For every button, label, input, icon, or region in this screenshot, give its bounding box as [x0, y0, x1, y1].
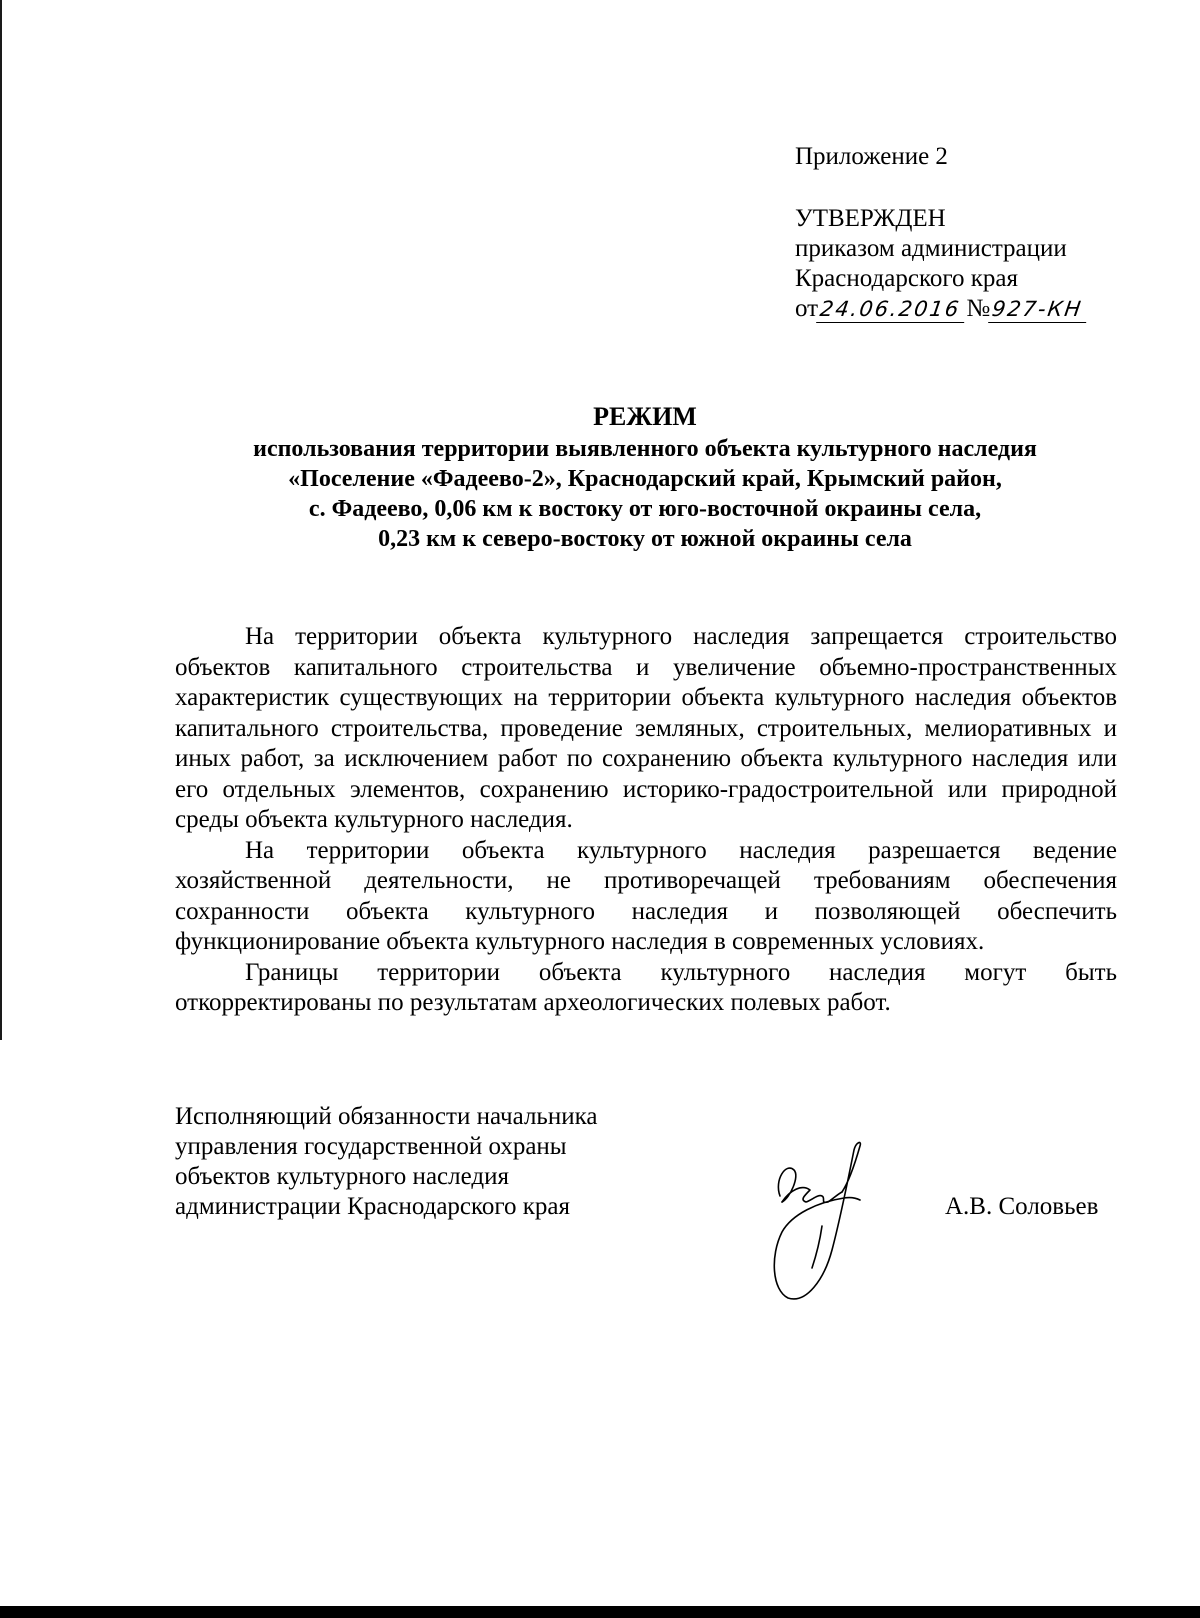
- order-date-number: [795, 294, 1175, 324]
- heading-line: 0,23 км к северо-востоку от южной окраины села: [378, 526, 912, 552]
- signer-name: А.В. Соловьев: [945, 1193, 1099, 1220]
- handwritten-signature-icon: [760, 1140, 900, 1300]
- appendix-label: Приложение 2: [795, 143, 948, 170]
- heading-line: с. Фадеево, 0,06 км к востоку от юго-восточной окраины села,: [308, 496, 982, 522]
- signer-position-line: объектов культурного наследия: [175, 1163, 509, 1190]
- signer-position-line: Исполняющий обязанности начальника: [175, 1103, 598, 1130]
- handwritten-date: 24.06.2016: [816, 296, 968, 323]
- handwritten-number: 927-КН: [988, 296, 1090, 323]
- document-title: РЕЖИМ: [593, 402, 697, 431]
- signer-position-line: администрации Краснодарского края: [175, 1193, 571, 1220]
- heading-line: «Поселение «Фадеево-2», Краснодарский край, Крымский район,: [288, 466, 1002, 492]
- body-paragraph: На территории объекта культурного наследия разрешается ведение хозяйственной деятельности, не противоречащей требованиям обеспечения сохранности объекта культурного наследия и позволяющей обеспечить функционирование объекта культурного наследия в современных условиях.: [175, 836, 1117, 955]
- body-paragraph: На территории объекта культурного наследия запрещается строительство объектов капитального строительства и увеличение объемно-пространственных характеристик существующих на территории объекта культурного наследия объектов капитального строительства, проведение земляных, строительных, мелиоративных и иных работ, за исключением работ по сохранению объекта культурного наследия или его отдельных элементов, сохранению историко-градостроительной или природной среды объекта культурного наследия.: [175, 623, 1117, 833]
- number-sign: №: [966, 295, 991, 322]
- signer-position-line: управления государственной охраны: [175, 1133, 567, 1160]
- date-prefix: от: [795, 295, 819, 322]
- signer-position: [175, 1102, 695, 1222]
- scan-edge-bottom: [0, 1606, 1200, 1618]
- heading-line: использования территории выявленного объекта культурного наследия: [253, 436, 1037, 462]
- approved-label: УТВЕРЖДЕН: [795, 205, 946, 232]
- approved-by-order: приказом администрации: [795, 235, 1067, 262]
- document-body: [175, 622, 1117, 1019]
- approving-authority: Краснодарского края: [795, 265, 1018, 292]
- body-paragraph: Границы территории объекта культурного наследия могут быть откорректированы по результатам археологических полевых работ.: [175, 958, 1117, 1016]
- document-heading: [160, 402, 1130, 554]
- scan-edge-left: [0, 0, 2, 1040]
- approval-block: [795, 142, 1175, 324]
